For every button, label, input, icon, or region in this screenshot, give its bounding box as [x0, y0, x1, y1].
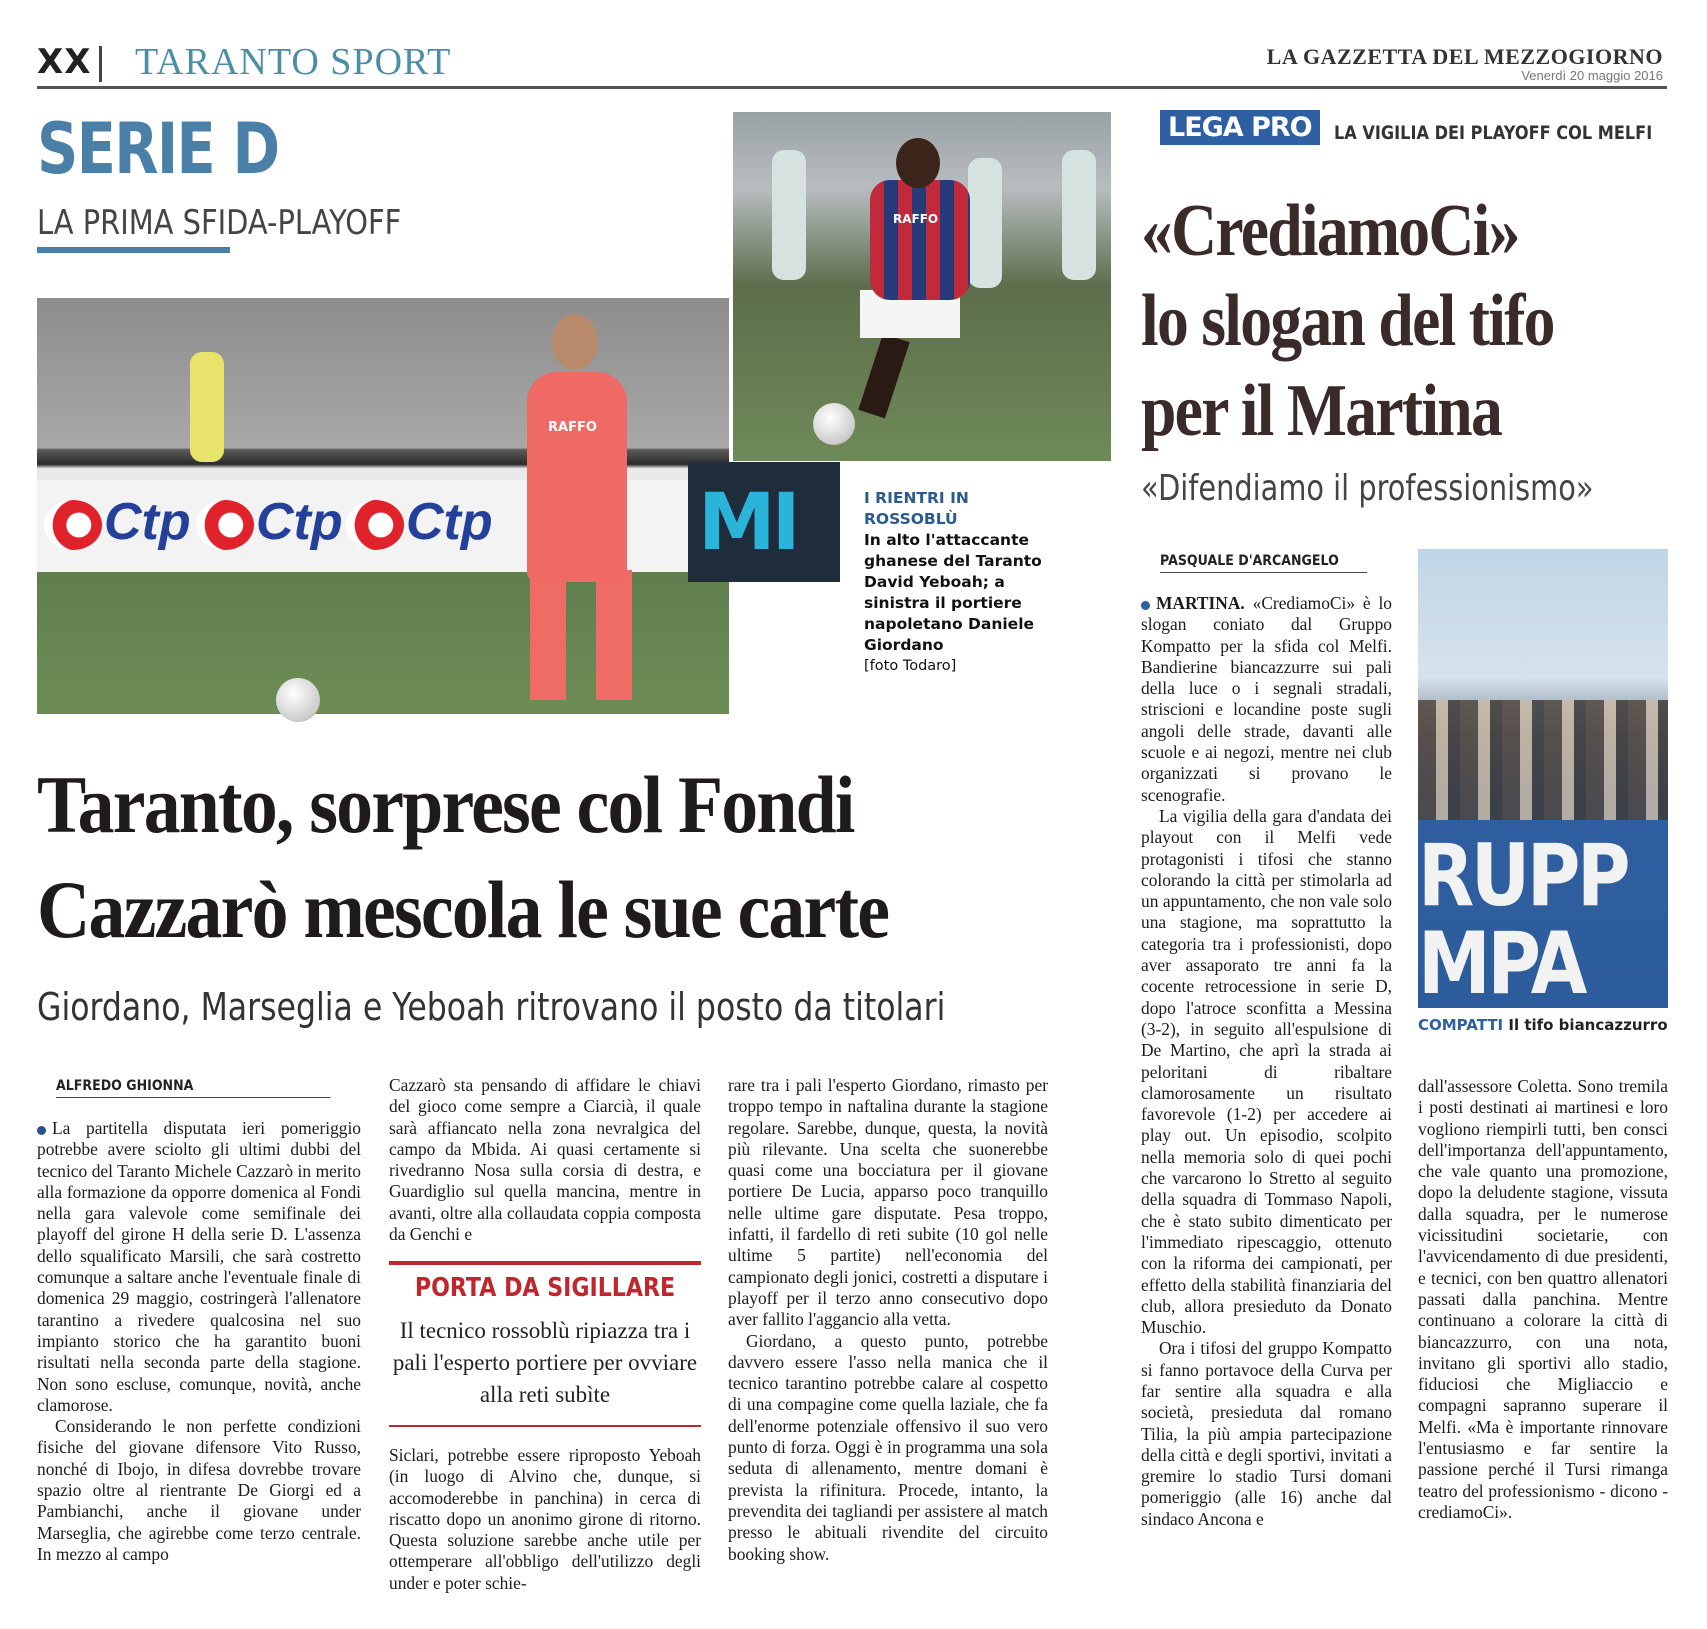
article-column-1: [37, 1118, 361, 1565]
striker-figure: [896, 138, 940, 188]
ctp-logo: Ctp: [44, 492, 191, 552]
background-player: [1062, 150, 1096, 280]
mi-logo: MI: [698, 478, 797, 568]
paragraph: La partitella disputata ieri pomeriggio potrebbe avere sciolto gli ultimi dubbi del tecnico del Taranto Michele Cazzarò in merito alla formazione da opporre domenica al Fondi nella gara valevole come semifinale dei playoff del girone H della serie D. L'assenza dello squalificato Marsili, che sarà costretto comunque a saltare anche l'eventuale finale di domenica 29 maggio, costringerà l'allenatore tarantino a rivedere qualcosina nel suo impianto storico che ha garantito buoni risultati nella seconda parte della stagione. Non sono escluse, comunque, novità, anche clamorose.: [37, 1118, 361, 1415]
main-subheadline: Giordano, Marseglia e Yeboah ritrovano il posto da titolari: [37, 985, 946, 1029]
right-column-1: [1141, 593, 1392, 1530]
fans-caption: [1418, 1016, 1668, 1034]
bullet-icon: [1141, 601, 1150, 610]
paragraph: dall'assessore Coletta. Sono tremila i posti destinati ai martinesi e loro vogliono riempirli tutti, ben consci dell'importanza dell'appuntamento, che vale quanto una promozione, dopo la deludente stagione, vissuta dalla squadra, per le numerose vicissitudini societarie, con l'avvicendamento di due presidenti, e tecnici, con ben quattro allenatori passati dalla panchina. Mentre continuano a colorare la città di biancazzurro, con una nota, invitano gli sportivi allo stadio, fiduciosi che Migliaccio e compagni sapranno superare il Melfi. «Ma è importante rinnovare l'entusiasmo e far sentire la passione perché il Tursi rimanga teatro del professionismo - dicono - crediamoCi».: [1418, 1076, 1668, 1522]
league-kicker: LA PRIMA SFIDA-PLAYOFF: [37, 203, 402, 243]
right-column-2: [1418, 1076, 1668, 1523]
caption-title: I RIENTRI IN ROSSOBLÙ: [864, 489, 969, 528]
right-subheadline: «Difendiamo il professionismo»: [1141, 468, 1594, 509]
background-player: [772, 150, 806, 280]
main-headline: [37, 752, 982, 962]
goalkeeper-figure: [552, 314, 598, 370]
goalkeeper-figure: [596, 570, 632, 700]
headline-line: Cazzarò mescola le sue carte: [37, 864, 889, 955]
section-name: TARANTO SPORT: [135, 41, 452, 83]
paragraph: Ora i tifosi del gruppo Kompatto si fanno portavoce della Curva per far sentire alla squadra e alla società, presieduta dal romano Tilia, la più ampia partecipazione della città e degli sportivi, invitati a gremire lo stadio Tursi domani pomeriggio (alle 16) anche dal sindaco Ancona e: [1141, 1338, 1392, 1529]
headline-line: Taranto, sorprese col Fondi: [37, 759, 854, 850]
kicker-underline: [37, 247, 230, 253]
ball-icon: [813, 403, 855, 445]
issue-date: Venerdì 20 maggio 2016: [1521, 68, 1663, 83]
goalkeeper-figure: [530, 570, 566, 700]
ctp-logo: Ctp: [196, 492, 343, 552]
fans-crowd: [1418, 700, 1668, 820]
box-rule-bottom: [389, 1425, 701, 1427]
section-tag: LEGA PRO: [1160, 110, 1320, 145]
newspaper-name: LA GAZZETTA DEL MEZZOGIORNO: [1266, 44, 1663, 69]
article-column-2-top: [389, 1075, 701, 1245]
article-column-2-bottom: [389, 1445, 701, 1594]
paragraph: La vigilia della gara d'andata dei playout con il Melfi vede protagonisti i tifosi che stanno colorando la città per stimolarla ad un appuntamento, che non vale solo una stagione, ma soprattutto la categoria tra i professionisti, dopo aver assaporato tre anni fa la cocente retrocessione in serie D, dopo l'atroce sconfitta a Messina (3-2), in seguito all'espulsione di De Martino, che aprì la strada ai peloritani di ribaltare clamorosamente un risultato favorevole (1-2) per accedere ai play out. Un episodio, scolpito nella memoria solo di quei pochi che varcarono lo Stretto al seguito della squadra di Tommaso Napoli, che è stato subito dimenticato per l'immediato ripescaggio, ottenuto con la riforma dei campionati, per effetto della stabilità finanziaria del club, allora presieduto da Donato Muschio.: [1141, 805, 1392, 1338]
page-number: XX: [37, 42, 110, 82]
banner-line: MPA: [1418, 914, 1584, 1014]
paragraph: Considerando le non perfette condizioni fisiche del giovane difensore Vito Russo, nonché di Ibojo, in difesa dovrebbe trovare spazio oltre al rientrante De Giorgi ed a Pambianchi, anche il giovane under Marseglia, che agirebbe come terzo centrale. In mezzo al campo: [37, 1416, 361, 1564]
headline-line: lo slogan del tifo: [1141, 280, 1554, 362]
ctp-logo: Ctp: [346, 492, 493, 552]
photo-credit: [foto Todaro]: [864, 658, 957, 674]
goalkeeper-figure: [527, 372, 627, 582]
caption-text: In alto l'attaccante ghanese del Taranto David Yeboah; a sinistra il portiere napoletano Daniele Giordano: [864, 531, 1042, 654]
right-byline: [1160, 553, 1390, 573]
box-text: Il tecnico rossoblù ripiazza tra i pali l'esperto portiere per ovviare alla reti subìte: [392, 1318, 698, 1407]
photo-caption: [864, 488, 1050, 677]
paragraph: Siclari, potrebbe essere riproposto Yeboah (in luogo di Alvino che, dunque, si accomoderebbe in panchina) in cerca di riscatto dopo un anonimo girone di ritorno. Questa soluzione sarebbe anche utile per ottemperare all'obbligo dell'utilizzo degli under e poter schie-: [389, 1445, 701, 1593]
ball-icon: [276, 678, 320, 722]
striker-figure: [870, 180, 970, 300]
bullet-icon: [37, 1126, 46, 1135]
headline-line: «CrediamoCi»: [1141, 190, 1519, 272]
paragraph: «CrediamoCi» è lo slogan coniato dal Gruppo Kompatto per la sfida col Melfi. Bandierine biancazzurre sui pali della luce o i segnali stradali, striscioni e locandine poste sugli angoli delle strade, davanti alle scuole e ai negozi, mentre nei club organizzati si provano le scenografie.: [1141, 593, 1392, 805]
right-kicker: LA VIGILIA DEI PLAYOFF COL MELFI: [1334, 122, 1653, 144]
caption-text: Il tifo biancazzurro: [1508, 1016, 1668, 1034]
paragraph: rare tra i pali l'esperto Giordano, rimasto per troppo tempo in naftalina durante la stagione regolare. Sarebbe, dunque, questa, la novità più rilevante. Una scelta che suonerebbe quasi come una bocciatura per il giovane portiere De Lucia, apparso poco tranquillo nelle ultime gare disputate. Pesa troppo, infatti, il fardello di reti subite (10 gol nelle ultime 5 partite) nell'economia del campionato degli jonici, costretti a disputare i playoff per il terzo anno consecutivo dopo aver fallito l'aggancio alla vetta.: [728, 1075, 1048, 1330]
article-column-3: [728, 1075, 1048, 1565]
background-player: [190, 352, 224, 462]
banner-line: RUPP: [1418, 826, 1628, 926]
right-headline: [1141, 186, 1605, 456]
paragraph: Giordano, a questo punto, potrebbe davvero essere l'asso nella manica che il tecnico tarantino potrebbe calare al cospetto di una compagine come quella laziale, che fa dell'enorme potenziale offensivo il suo vero punto di forza. Oggi è in programma una sola seduta di allenamento, mentre domani è prevista la rifinitura. Procede, intanto, la prevendita dei tagliandi per assistere al match presso le abituali rivendite del circuito booking show.: [728, 1330, 1048, 1564]
box-title: PORTA DA SIGILLARE: [414, 1273, 676, 1303]
caption-kicker: COMPATTI: [1418, 1016, 1504, 1034]
headline-line: per il Martina: [1141, 370, 1502, 452]
shirt-sponsor: RAFFO: [548, 420, 597, 435]
league-label: SERIE D: [37, 108, 279, 190]
byline-text: ALFREDO GHIONNA: [56, 1078, 331, 1098]
byline-text: PASQUALE D'ARCANGELO: [1160, 553, 1367, 573]
paragraph: Cazzarò sta pensando di affidare le chiavi del gioco come sempre a Ciarcià, il quale sarà affiancato nella zona nevralgica del campo da Mbida. Ai quasi certamente si rivedranno Nosa sulla corsia di destra, e Guardiglio sul quella mancina, mentre in avanti, oltre alla collaudata coppia composta da Genchi e: [389, 1075, 701, 1245]
dateline: MARTINA.: [1156, 593, 1245, 613]
box-rule-top: [389, 1261, 701, 1265]
header-divider: [99, 46, 102, 82]
shirt-sponsor: RAFFO: [893, 212, 939, 226]
article-byline: [56, 1078, 361, 1098]
fans-banner: [1418, 826, 1631, 1014]
background-player: [968, 158, 1002, 288]
header-rule: [37, 86, 1667, 89]
